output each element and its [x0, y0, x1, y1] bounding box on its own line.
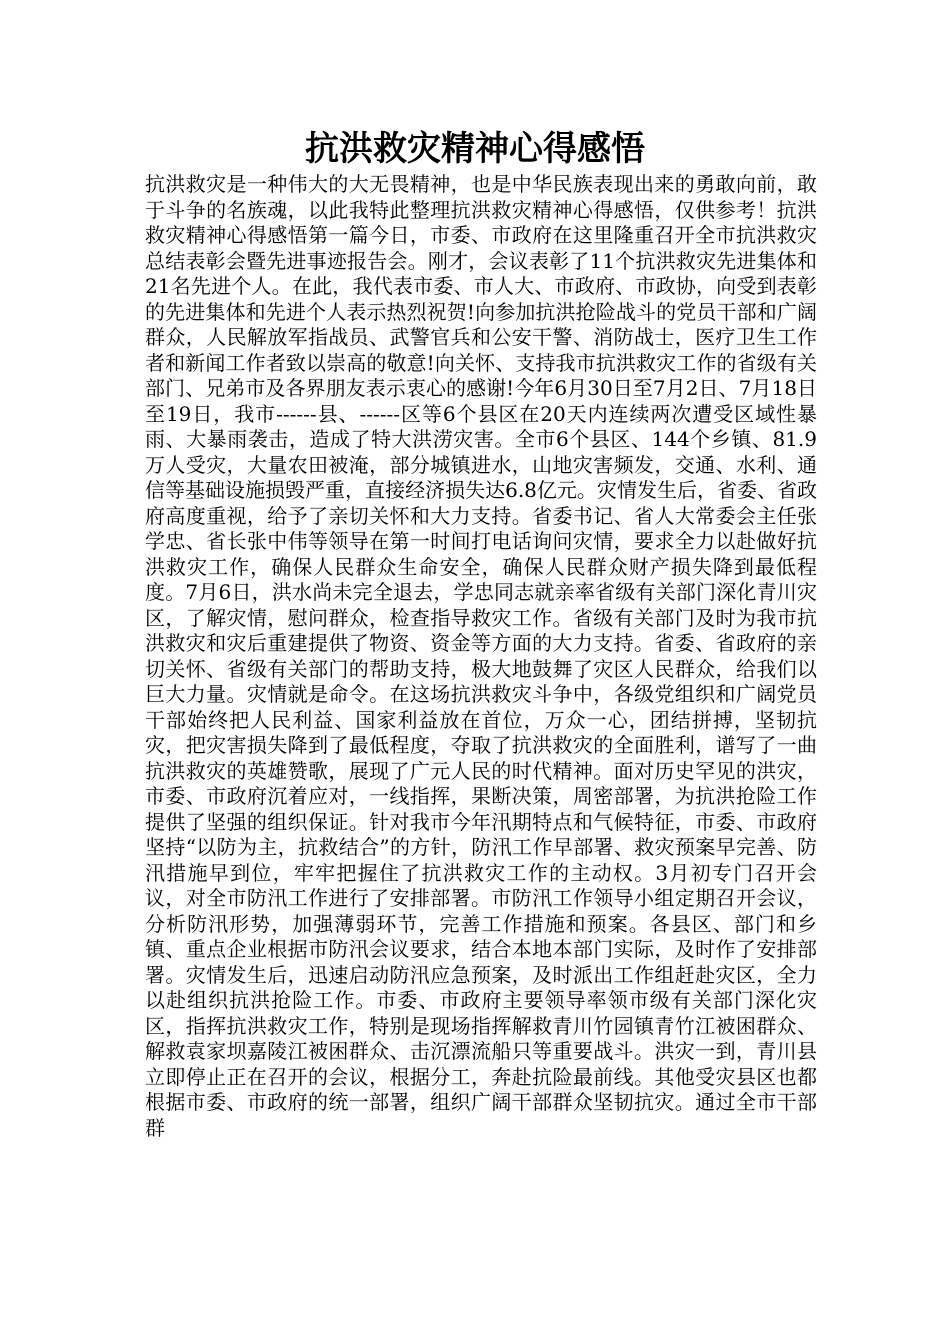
- document-title: 抗洪救灾精神心得感悟: [305, 129, 645, 169]
- document-body-text: 抗洪救灾是一种伟大的大无畏精神，也是中华民族表现出来的勇敢向前，敢于斗争的名族魂，以此我特此整理抗洪救灾精神心得感悟，仅供参考！抗洪救灾精神心得感悟第一篇今日，市委、市政府在这里隆重召开全市抗洪救灾总结表彰会暨先进事迹报告会。刚才，会议表彰了11个抗洪救灾先进集体和21名先进个人。在此，我代表市委、市人大、市政府、市政协，向受到表彰的先进集体和先进个人表示热烈祝贺!向参加抗洪抢险战斗的党员干部和广阔群众，人民解放军指战员、武警官兵和公安干警、消防战士，医疗卫生工作者和新闻工作者致以崇高的敬意!向关怀、支持我市抗洪救灾工作的省级有关部门、兄弟市及各界朋友表示衷心的感谢!今年6月30日至7月2日、7月18日至19日，我市------县、------区等6个县区在20天内连续两次遭受区域性暴雨、大暴雨袭击，造成了特大洪涝灾害。全市6个县区、144个乡镇、81.9万人受灾，大量农田被淹，部分城镇进水，山地灾害频发，交通、水利、通信等基础设施损毁严重，直接经济损失达6.8亿元。灾情发生后，省委、省政府高度重视，给予了亲切关怀和大力支持。省委书记、省人大常委会主任张学忠、省长张中伟等领导在第一时间打电话询问灾情，要求全力以赴做好抗洪救灾工作，确保人民群众生命安全，确保人民群众财产损失降到最低程度。7月6日，洪水尚未完全退去，学忠同志就亲率省级有关部门深化青川灾区，了解灾情，慰问群众，检查指导救灾工作。省级有关部门及时为我市抗洪救灾和灾后重建提供了物资、资金等方面的大力支持。省委、省政府的亲切关怀、省级有关部门的帮助支持，极大地鼓舞了灾区人民群众，给我们以巨大力量。灾情就是命令。在这场抗洪救灾斗争中，各级党组织和广阔党员干部始终把人民利益、国家利益放在首位，万众一心，团结拼搏，坚韧抗灾，把灾害损失降到了最低程度，夺取了抗洪救灾的全面胜利，谱写了一曲抗洪救灾的英雄赞歌，展现了广元人民的时代精神。面对历史罕见的洪灾，市委、市政府沉着应对，一线指挥，果断决策，周密部署，为抗洪抢险工作提供了坚强的组织保证。针对我市今年汛期特点和气候特征，市委、市政府坚持“以防为主，抗救结合”的方针，防汛工作早部署、救灾预案早完善、防汛措施早到位，牢牢把握住了抗洪救灾工作的主动权。3月初专门召开会议，对全市防汛工作进行了安排部署。市防汛工作领导小组定期召开会议，分析防汛形势，加强薄弱环节，完善工作措施和预案。各县区、部门和乡镇、重点企业根据市防汛会议要求，结合本地本部门实际，及时作了安排部署。灾情发生后，迅速启动防汛应急预案，及时派出工作组赶赴灾区，全力以赴组织抗洪抢险工作。市委、市政府主要领导率领市级有关部门深化灾区，指挥抗洪救灾工作，特别是现场指挥解救青川竹园镇青竹江被困群众、解救袁家坝嘉陵江被困群众、击沉漂流船只等重要战斗。洪灾一到，青川县立即停止正在召开的会议，根据分工，奔赴抗险最前线。其他受灾县区也都根据市委、市政府的统一部署，组织广阔干部群众坚韧抗灾。通过全市干部群: [145, 172, 817, 1140]
